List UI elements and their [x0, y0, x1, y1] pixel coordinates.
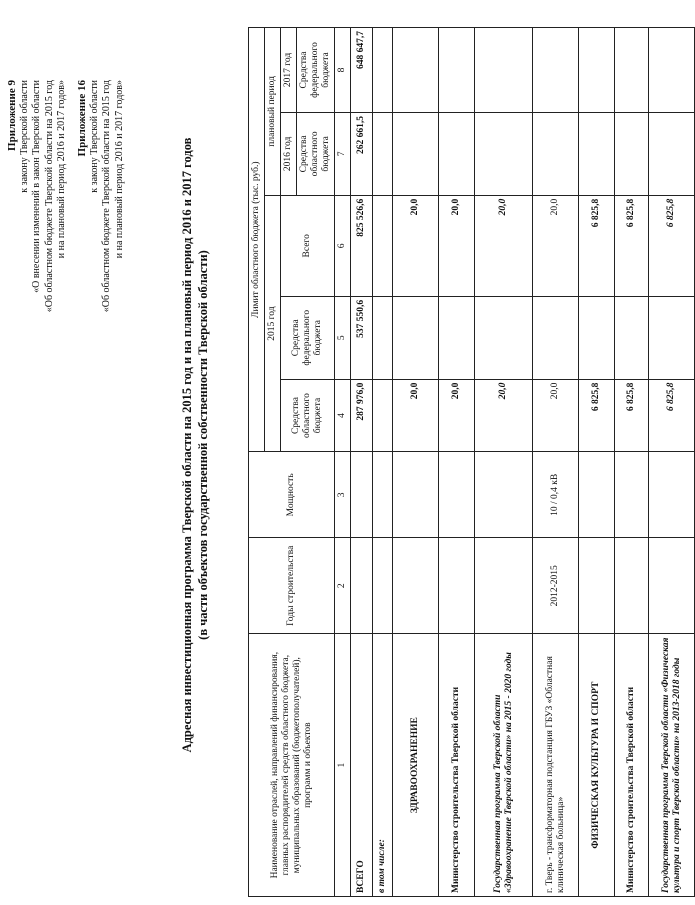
row-years	[393, 538, 439, 634]
row-2015-federal	[533, 296, 579, 379]
row-name: Государственная программа Тверской области «Здравоохранение Тверской области» на 2015 - 2020 годы	[475, 634, 533, 897]
row-2015-total	[373, 195, 393, 296]
header-name: Наименование отраслей, направлений финансирования, главных распорядителей средств областного бюджета, муниципальных образований (бюджетополучателей), программ и объектов	[249, 634, 335, 897]
row-2017-federal	[373, 28, 393, 113]
row-name: ФИЗИЧЕСКАЯ КУЛЬТУРА И СПОРТ	[579, 634, 615, 897]
row-power: 10 / 0,4 кВ	[533, 452, 579, 538]
row-2015-federal	[439, 296, 475, 379]
row-name: ЗДРАВООХРАНЕНИЕ	[393, 634, 439, 897]
appendix-9-heading: Приложение 9	[6, 80, 18, 151]
row-years	[439, 538, 475, 634]
header-2015-federal: Средства федерального бюджета	[281, 296, 335, 379]
row-2015-federal	[475, 296, 533, 379]
row-2015-total: 6 825,8	[649, 195, 695, 296]
row-2016-regional	[475, 112, 533, 195]
row-2015-total: 20,0	[475, 195, 533, 296]
appendix-9-line: и на плановый период 2016 и 2017 годов»	[56, 80, 67, 259]
row-name: Министерство строительства Тверской области	[439, 634, 475, 897]
row-power	[475, 452, 533, 538]
header-2015-total: Всего	[281, 195, 335, 296]
appendix-9-line: «Об областном бюджете Тверской области на 2015 год	[43, 80, 55, 313]
header-2017-federal: Средства федерального бюджета	[297, 28, 335, 113]
table-row	[615, 28, 649, 897]
row-2017-federal: 648 647,7	[351, 28, 373, 113]
row-name: ВСЕГО	[351, 634, 373, 897]
table-row	[579, 28, 615, 897]
row-years	[373, 538, 393, 634]
row-name: г. Тверь - трансформаторная подстанция ГБУЗ «Областная клиническая больница»	[533, 634, 579, 897]
row-2015-regional: 20,0	[393, 379, 439, 452]
row-2015-total: 20,0	[439, 195, 475, 296]
appendix-16-block	[76, 80, 126, 312]
row-2017-federal	[475, 28, 533, 113]
row-power	[351, 452, 373, 538]
row-power	[393, 452, 439, 538]
row-2015-regional: 20,0	[533, 379, 579, 452]
row-2015-total: 20,0	[393, 195, 439, 296]
col-number: 7	[335, 112, 351, 195]
row-2015-total: 20,0	[533, 195, 579, 296]
header-2015-regional: Средства областного бюджета	[281, 379, 335, 452]
row-years	[475, 538, 533, 634]
row-power	[439, 452, 475, 538]
row-2015-regional: 6 825,8	[615, 379, 649, 452]
table-row	[475, 28, 533, 897]
row-2017-federal	[649, 28, 695, 113]
row-2016-regional: 262 661,5	[351, 112, 373, 195]
row-power	[615, 452, 649, 538]
row-years	[649, 538, 695, 634]
row-2015-total: 6 825,8	[579, 195, 615, 296]
row-2015-total: 6 825,8	[615, 195, 649, 296]
row-2015-regional: 20,0	[439, 379, 475, 452]
row-2016-regional	[615, 112, 649, 195]
row-2015-federal	[649, 296, 695, 379]
col-number: 3	[335, 452, 351, 538]
table-row	[533, 28, 579, 897]
row-power	[373, 452, 393, 538]
document-subtitle: (в части объектов государственной собственности Тверской области)	[196, 250, 210, 640]
row-2015-federal	[393, 296, 439, 379]
row-name: Министерство строительства Тверской области	[615, 634, 649, 897]
row-2015-regional: 20,0	[475, 379, 533, 452]
header-planned: плановый период	[265, 28, 281, 196]
row-power	[579, 452, 615, 538]
header-2015: 2015 год	[265, 195, 281, 452]
col-number: 1	[335, 634, 351, 897]
col-number: 6	[335, 195, 351, 296]
row-years: 2012-2015	[533, 538, 579, 634]
row-power	[649, 452, 695, 538]
header-2017: 2017 год	[281, 28, 297, 113]
row-2016-regional	[373, 112, 393, 195]
table-row	[649, 28, 695, 897]
row-2017-federal	[533, 28, 579, 113]
appendix-9-block	[6, 80, 69, 312]
row-2015-regional	[373, 379, 393, 452]
table-row	[351, 28, 373, 897]
row-2016-regional	[533, 112, 579, 195]
row-2015-total: 825 526,6	[351, 195, 373, 296]
header-years: Годы строительства	[249, 538, 335, 634]
table-row	[439, 28, 475, 897]
row-years	[579, 538, 615, 634]
row-2017-federal	[615, 28, 649, 113]
row-2015-regional: 6 825,8	[649, 379, 695, 452]
row-2015-federal	[579, 296, 615, 379]
header-2016: 2016 год	[281, 112, 297, 195]
appendix-9-line: «О внесении изменений в закон Тверской области	[31, 80, 42, 293]
row-2015-federal	[373, 296, 393, 379]
header-power: Мощность	[249, 452, 335, 538]
col-number: 4	[335, 379, 351, 452]
row-years	[351, 538, 373, 634]
document-title: Адресная инвестиционная программа Тверской области на 2015 год и на плановый период 2016 и 2017 годов	[180, 137, 194, 753]
appendix-16-line: и на плановый период 2016 и 2017 годов»	[113, 80, 125, 259]
row-2015-regional: 287 976,0	[351, 379, 373, 452]
row-2017-federal	[439, 28, 475, 113]
row-2016-regional	[649, 112, 695, 195]
row-2015-regional: 6 825,8	[579, 379, 615, 452]
row-2016-regional	[393, 112, 439, 195]
row-2016-regional	[579, 112, 615, 195]
row-years	[615, 538, 649, 634]
table-row	[373, 28, 393, 897]
row-2017-federal	[579, 28, 615, 113]
row-2016-regional	[439, 112, 475, 195]
appendix-16-line: к закону Тверской области	[88, 80, 100, 193]
col-number: 2	[335, 538, 351, 634]
row-2017-federal	[393, 28, 439, 113]
row-name: в том числе:	[373, 634, 393, 897]
header-limit: Лимит областного бюджета (тыс. руб.)	[249, 28, 265, 452]
header-2016-regional: Средства областного бюджета	[297, 112, 335, 195]
row-name: Государственная программа Тверской области «Физическая культура и спорт Тверской области» на 2013-2018 годы	[649, 634, 695, 897]
appendix-16-line: «Об областном бюджете Тверской области на 2015 год	[101, 80, 112, 313]
col-number: 5	[335, 296, 351, 379]
table-body	[351, 28, 695, 897]
appendix-9-line: к закону Тверской области	[18, 80, 30, 193]
appendix-16-heading: Приложение 16	[76, 80, 88, 157]
investment-program-table	[248, 27, 695, 897]
row-2015-federal: 537 550,6	[351, 296, 373, 379]
col-number: 8	[335, 28, 351, 113]
row-2015-federal	[615, 296, 649, 379]
table-row	[393, 28, 439, 897]
